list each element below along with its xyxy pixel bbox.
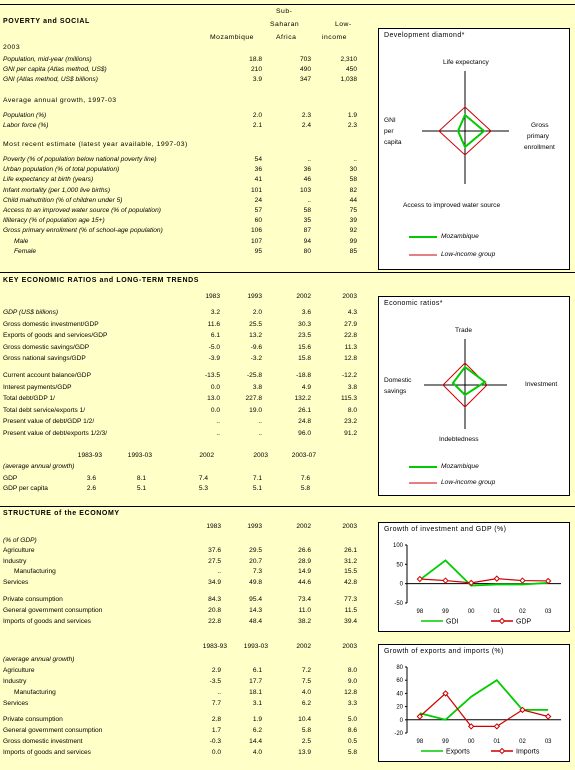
structure2-cell: 22.8 <box>208 618 221 625</box>
ratios-cell: 13.2 <box>249 332 262 339</box>
poverty-title: POVERTY and SOCIAL <box>3 18 90 25</box>
recent-cell: 82 <box>349 186 357 194</box>
recent-row-label: Infant mortality (per 1,000 live births) <box>3 186 111 194</box>
growth-year-header: 1983-93 <box>77 452 102 459</box>
sgrowth-row-label: Services <box>3 700 29 707</box>
ratios-cell: 3.6 <box>301 309 311 316</box>
structure-cell: 34.9 <box>208 578 221 586</box>
ratios2-cell: 19.0 <box>249 406 262 414</box>
recent-cell: 44 <box>349 196 357 204</box>
structure-cell: 49.8 <box>249 578 262 586</box>
recent-cell: 101 <box>250 186 262 194</box>
sgrowth2-cell: 5.8 <box>347 749 357 756</box>
structure-cell: 31.2 <box>344 557 357 565</box>
ratios2-cell: 132.2 <box>294 395 311 402</box>
diamond-right-c: enrollment <box>524 144 555 151</box>
sgrowth2-row-label: Private consumption <box>3 716 63 723</box>
gdp-growth-cell: 7.6 <box>300 475 310 482</box>
poverty-row-label: Population, mid-year (millions) <box>3 56 92 63</box>
ratios2-cell: 3.8 <box>347 383 357 391</box>
ratios-year-header: 1993 <box>247 293 262 300</box>
ratios-left-b: savings <box>384 388 407 395</box>
recent-cell: 107 <box>250 237 262 245</box>
structure-growth-year: 1983-93 <box>202 643 227 650</box>
recent-row-label: Poverty (% of population below national poverty line) <box>3 156 157 163</box>
ratios2-cell: 8.0 <box>347 406 357 414</box>
growth-subtitle: Average annual growth, 1997-03 <box>3 97 117 104</box>
ratios-row-label: Gross national savings/GDP <box>3 355 86 362</box>
structure2-cell: 95.4 <box>249 596 262 603</box>
exports-imports-chart-panel <box>378 644 570 762</box>
sgrowth-row-label: Agriculture <box>3 667 35 674</box>
y-tick-label: 0 <box>399 581 403 588</box>
structure2-cell: 84.3 <box>208 596 221 603</box>
x-tick-label: 01 <box>493 609 501 615</box>
y-tick-label: 50 <box>396 562 403 569</box>
poverty-row-label: GNI per capita (Atlas method, US$) <box>3 66 107 73</box>
poverty-cell: 18.8 <box>249 56 262 63</box>
investment-gdp-chart <box>379 523 569 631</box>
sgrowth2-cell: 4.0 <box>252 749 262 756</box>
y-tick-label: 0 <box>399 717 403 724</box>
growth-year-header: 2002 <box>199 452 214 459</box>
recent-row-label: Illiteracy (% of population age 15+) <box>3 217 105 225</box>
growth-cell: 2.4 <box>301 122 311 129</box>
poverty-cell: 450 <box>345 66 357 73</box>
recent-cell: 94 <box>303 237 311 245</box>
recent-cell: .. <box>353 156 357 163</box>
legend-label: Exports <box>446 748 470 756</box>
y-tick-label: 100 <box>392 543 403 549</box>
growth-year-header: 2003-07 <box>291 452 316 459</box>
y-tick-label: -20 <box>394 731 403 737</box>
recent-cell: 54 <box>254 156 262 163</box>
sgrowth2-row-label: Gross domestic investment <box>3 738 83 745</box>
diamond-bottom-label: Access to improved water source <box>403 202 501 209</box>
x-tick-label: 01 <box>493 739 501 745</box>
gdp-growth-cell: 7.4 <box>198 475 208 482</box>
x-tick-label: 03 <box>544 739 552 745</box>
growth-cell: 2.1 <box>252 122 262 129</box>
recent-row-label: Urban population (% of total population) <box>3 166 120 174</box>
structure-cell: 37.6 <box>208 547 221 554</box>
structure-year-header: 2002 <box>296 523 311 530</box>
sgrowth-cell: .. <box>217 689 221 696</box>
legend-mozambique-2: Mozambique <box>441 463 479 470</box>
year-2003: 2003 <box>3 44 21 51</box>
ratios-left-a: Domestic <box>384 377 412 384</box>
y-tick-label: 60 <box>396 678 403 685</box>
ratios2-cell: 91.2 <box>344 429 357 437</box>
series-line-GDP <box>420 579 548 583</box>
ratios-cell: 30.3 <box>298 320 311 328</box>
col-ssa-3: Africa <box>276 34 297 41</box>
ratios2-cell: .. <box>258 418 262 425</box>
ratios2-cell: 227.8 <box>245 395 262 402</box>
ratios-cell: 4.3 <box>347 309 357 316</box>
structure-title: STRUCTURE of the ECONOMY <box>3 510 120 517</box>
ratios-cell: -9.6 <box>250 343 262 351</box>
sgrowth2-cell: 5.0 <box>347 716 357 723</box>
ratios2-cell: 115.3 <box>340 395 357 402</box>
y-tick-label: 40 <box>396 691 403 698</box>
legend-marker <box>500 619 505 624</box>
recent-cell: 87 <box>303 227 311 235</box>
avg-growth-label: (average annual growth) <box>3 463 75 470</box>
structure2-cell: 73.4 <box>298 596 311 603</box>
ratios2-row-label: Total debt/GDP 1/ <box>3 395 55 402</box>
diamond-left-c: capita <box>384 139 402 146</box>
ratios2-cell: .. <box>216 418 220 425</box>
chart1-title: Growth of investment and GDP (%) <box>384 526 507 533</box>
structure-cell: 29.5 <box>249 547 262 554</box>
recent-cell: 36 <box>303 166 311 174</box>
x-tick-label: 03 <box>544 609 552 615</box>
recent-cell: 24 <box>254 196 262 204</box>
x-tick-label: 99 <box>442 609 449 615</box>
sgrowth2-cell: 2.8 <box>211 716 221 723</box>
structure2-cell: 20.8 <box>208 607 221 614</box>
ratios-year-header: 1983 <box>205 293 220 300</box>
structure-growth-year: 2002 <box>296 643 311 650</box>
x-tick-label: 00 <box>467 609 475 615</box>
gdp-growth-cell: 7.1 <box>252 475 262 482</box>
recent-cell: 95 <box>254 247 262 255</box>
gdp-growth-cell: 5.1 <box>252 485 262 492</box>
ratios-row-label: Gross domestic savings/GDP <box>3 343 90 351</box>
legend-mozambique: Mozambique <box>441 233 479 240</box>
ratios-cell: 25.5 <box>249 320 262 328</box>
sgrowth-cell: 17.7 <box>249 678 262 685</box>
ratios-cell: 12.8 <box>344 355 357 362</box>
structure2-cell: 39.4 <box>344 618 357 625</box>
legend-label: Imports <box>516 748 540 756</box>
gdp-growth-row-label: GDP per capita <box>3 485 48 492</box>
structure-row-label: Industry <box>3 557 27 565</box>
mozambique-diamond-2 <box>453 367 485 395</box>
growth-row-label: Labor force (%) <box>3 122 49 129</box>
recent-cell: 103 <box>299 186 311 194</box>
sgrowth-cell: 4.0 <box>301 689 311 696</box>
y-tick-label: 20 <box>396 704 403 711</box>
x-tick-label: 02 <box>519 609 526 615</box>
structure-growth-year: 2003 <box>342 643 357 650</box>
ratios2-cell: 4.9 <box>301 383 311 391</box>
poverty-row-label: GNI (Atlas method, US$ billions) <box>3 76 98 83</box>
diamond-right-a: Gross <box>531 122 549 129</box>
recent-cell: 60 <box>254 217 262 225</box>
gdp-growth-cell: 5.8 <box>300 485 310 492</box>
ratios2-row-label: Present value of debt/GDP 1/2/ <box>3 418 95 425</box>
development-diamond-title: Development diamond* <box>384 32 465 39</box>
ratios-cell: 2.0 <box>252 309 262 316</box>
sgrowth2-cell: 0.0 <box>211 749 221 756</box>
legend-lowincome-2: Low-income group <box>441 479 496 486</box>
recent-cell: 35 <box>303 217 311 225</box>
investment-gdp-chart-panel <box>378 522 570 632</box>
sgrowth2-cell: 0.5 <box>347 738 357 745</box>
structure-cell: 20.7 <box>249 557 262 565</box>
recent-cell: 85 <box>349 247 357 255</box>
share-gdp-label: (% of GDP) <box>3 537 37 544</box>
poverty-cell: 1,038 <box>340 76 357 83</box>
col-low-2: income <box>322 34 347 41</box>
diamond-right-b: primary <box>527 133 549 140</box>
ratios2-cell: 96.0 <box>298 429 311 437</box>
poverty-cell: 347 <box>299 76 311 83</box>
economic-ratios-title: Economic ratios* <box>384 300 443 307</box>
ratios-cell: 15.6 <box>298 343 311 351</box>
series-point <box>494 576 499 581</box>
sgrowth-cell: 6.1 <box>252 667 262 674</box>
col-ssa-1: Sub- <box>276 8 293 15</box>
ratios-cell: 22.8 <box>344 332 357 339</box>
gdp-growth-cell: 2.6 <box>86 485 96 492</box>
recent-row-label: Male <box>14 237 29 245</box>
ratios2-cell: -13.5 <box>204 372 220 379</box>
legend-label: GDP <box>516 618 532 626</box>
y-tick-label: -50 <box>394 601 403 607</box>
x-tick-label: 98 <box>416 739 424 745</box>
series-line-Exports <box>420 680 548 720</box>
sgrowth2-row-label: General government consumption <box>3 727 103 734</box>
recent-cell: 39 <box>349 217 357 225</box>
ratios-bottom-label: Indebtedness <box>439 436 479 443</box>
ratios-top-label: Trade <box>455 327 472 334</box>
recent-cell: 75 <box>349 207 357 214</box>
ratios-cell: 3.2 <box>210 309 220 316</box>
growth-year-header: 1993-03 <box>127 452 152 459</box>
sgrowth2-cell: 2.5 <box>301 738 311 745</box>
structure2-cell: 38.2 <box>298 618 311 625</box>
ratios2-row-label: Present value of debt/exports 1/2/3/ <box>3 429 108 437</box>
sgrowth-cell: 7.2 <box>301 667 311 674</box>
ratios2-cell: 24.8 <box>298 418 311 425</box>
ratios2-cell: 26.1 <box>298 406 311 414</box>
ratios-cell: -5.0 <box>208 343 220 351</box>
recent-row-label: Female <box>14 247 36 255</box>
recent-subtitle: Most recent estimate (latest year available, 1997-03) <box>3 141 188 148</box>
poverty-cell: 703 <box>299 56 311 63</box>
ratios-cell: -3.9 <box>208 355 220 362</box>
sgrowth2-cell: 1.7 <box>211 727 221 734</box>
recent-cell: 80 <box>303 247 311 255</box>
ratios2-cell: 0.0 <box>210 383 220 391</box>
growth-cell: 2.0 <box>252 112 262 119</box>
ratios-row-label: Gross domestic investment/GDP <box>3 320 99 328</box>
growth-cell: 2.3 <box>347 122 357 129</box>
structure-cell: 15.5 <box>344 568 357 575</box>
legend-lowincome: Low-income group <box>441 251 496 258</box>
structure-cell: .. <box>217 568 221 575</box>
ratios-cell: -3.2 <box>250 355 262 362</box>
structure2-row-label: Imports of goods and services <box>3 618 91 625</box>
structure-growth-label: (average annual growth) <box>3 656 75 663</box>
ratios-cell: 23.5 <box>298 332 311 339</box>
ratios-cell: 15.8 <box>298 355 311 362</box>
series-point <box>443 578 448 583</box>
sgrowth-cell: 12.8 <box>344 689 357 696</box>
growth-cell: 2.3 <box>301 112 311 119</box>
growth-cell: 1.9 <box>347 112 357 119</box>
ratios2-cell: 3.8 <box>252 383 262 391</box>
col-mozambique: Mozambique <box>210 34 254 41</box>
structure-cell: 14.9 <box>298 568 311 575</box>
legend-marker <box>500 749 505 754</box>
recent-cell: 58 <box>349 176 357 184</box>
structure-cell: 26.6 <box>298 547 311 554</box>
structure2-row-label: Private consumption <box>3 596 63 603</box>
ratios2-cell: 23.2 <box>344 418 357 425</box>
poverty-cell: 490 <box>299 66 311 73</box>
ratios-cell: 27.9 <box>344 320 357 328</box>
structure-year-header: 2003 <box>342 523 357 530</box>
sgrowth-row-label: Manufacturing <box>14 689 56 696</box>
structure-row-label: Agriculture <box>3 547 35 554</box>
ratios2-row-label: Total debt service/exports 1/ <box>3 406 86 414</box>
sgrowth2-cell: 8.6 <box>347 727 357 734</box>
sgrowth2-cell: -0.3 <box>209 738 221 745</box>
ratios-cell: 11.6 <box>207 320 220 328</box>
recent-cell: 58 <box>303 207 311 214</box>
recent-cell: .. <box>307 156 311 163</box>
x-tick-label: 99 <box>442 739 449 745</box>
recent-cell: .. <box>307 196 311 204</box>
ratios2-cell: -12.2 <box>341 372 357 379</box>
ratios2-cell: .. <box>258 429 262 437</box>
recent-cell: 57 <box>254 207 262 214</box>
ratios2-cell: .. <box>216 429 220 437</box>
poverty-cell: 210 <box>250 66 262 73</box>
structure-cell: 26.1 <box>344 547 357 554</box>
structure2-cell: 11.5 <box>344 607 357 614</box>
sgrowth-cell: 18.1 <box>249 689 262 696</box>
sgrowth2-cell: 14.4 <box>249 738 262 745</box>
x-tick-label: 98 <box>416 609 424 615</box>
structure2-cell: 11.0 <box>298 607 311 614</box>
ratios-right-label: Investment <box>525 381 558 388</box>
structure2-cell: 77.3 <box>344 596 357 603</box>
ratios2-cell: 0.0 <box>210 406 220 414</box>
col-ssa-2: Saharan <box>270 21 300 28</box>
recent-row-label: Child malnutrition (% of children under 5) <box>3 196 123 204</box>
development-diamond-panel <box>378 28 570 270</box>
ratios-title: KEY ECONOMIC RATIOS and LONG-TERM TRENDS <box>3 277 200 284</box>
sgrowth-cell: 2.9 <box>211 667 221 674</box>
growth-year-header: 2003 <box>253 452 268 459</box>
poverty-cell: 3.9 <box>252 76 262 83</box>
ratios-cell: 11.3 <box>344 343 357 351</box>
ratios-row-label: Exports of goods and services/GDP <box>3 332 108 339</box>
sgrowth-row-label: Industry <box>3 678 27 685</box>
recent-row-label: Gross primary enrollment (% of school-age population) <box>3 227 163 235</box>
sgrowth-cell: -3.5 <box>209 678 221 685</box>
structure2-cell: 48.4 <box>249 618 262 625</box>
diamond-top-label: Life expectancy <box>443 59 489 66</box>
ratios2-cell: 13.0 <box>207 395 220 402</box>
sgrowth-cell: 7.7 <box>211 700 221 707</box>
sgrowth-cell: 3.1 <box>252 700 262 707</box>
sgrowth2-cell: 5.8 <box>301 727 311 734</box>
exports-imports-chart <box>379 645 569 761</box>
sgrowth2-row-label: Imports of goods and services <box>3 749 91 756</box>
sgrowth-cell: 9.0 <box>347 678 357 685</box>
col-low-1: Low- <box>335 21 352 28</box>
recent-cell: 30 <box>349 166 357 174</box>
recent-cell: 99 <box>349 237 357 245</box>
sgrowth-cell: 8.0 <box>347 667 357 674</box>
gdp-growth-row-label: GDP <box>3 475 18 482</box>
x-tick-label: 00 <box>467 739 475 745</box>
structure-cell: 27.5 <box>208 557 221 565</box>
recent-cell: 41 <box>254 176 262 184</box>
sgrowth2-cell: 6.2 <box>252 727 262 734</box>
ratios-row-label: GDP (US$ billions) <box>3 309 59 316</box>
diamond-left-b: per <box>384 128 394 135</box>
x-tick-label: 02 <box>519 739 526 745</box>
sgrowth2-cell: 1.9 <box>252 716 262 723</box>
sgrowth2-cell: 13.9 <box>298 749 311 756</box>
ratios2-cell: -25.8 <box>246 372 262 379</box>
legend-label: GDI <box>446 618 459 626</box>
sgrowth-cell: 7.5 <box>301 678 311 685</box>
recent-cell: 36 <box>254 166 262 174</box>
poverty-cell: 2,310 <box>340 56 357 63</box>
series-point <box>520 578 525 583</box>
structure-year-header: 1993 <box>247 523 262 530</box>
recent-cell: 46 <box>303 176 311 184</box>
gdp-growth-cell: 5.3 <box>198 485 208 492</box>
structure2-row-label: General government consumption <box>3 607 103 614</box>
structure-row-label: Services <box>3 578 29 586</box>
ratios-cell: 6.1 <box>210 332 220 339</box>
structure-growth-year: 1993-03 <box>243 643 268 650</box>
economic-ratios-panel <box>378 296 570 496</box>
diamond-left-a: GNI <box>384 117 396 124</box>
sgrowth2-cell: 10.4 <box>298 716 311 723</box>
ratios-year-header: 2002 <box>296 293 311 300</box>
structure-year-header: 1983 <box>206 523 221 530</box>
recent-row-label: Access to an improved water source (% of population) <box>3 207 161 214</box>
series-point <box>546 714 551 719</box>
recent-cell: 106 <box>250 227 262 235</box>
chart2-title: Growth of exports and imports (%) <box>384 648 504 655</box>
structure2-cell: 14.3 <box>249 607 262 614</box>
ratios2-cell: -18.8 <box>295 372 311 379</box>
structure-cell: 28.9 <box>298 557 311 565</box>
gdp-growth-cell: 5.1 <box>136 485 146 492</box>
structure-cell: 42.8 <box>344 578 357 586</box>
recent-row-label: Life expectancy at birth (years) <box>3 176 94 184</box>
series-point <box>417 577 422 582</box>
gdp-growth-cell: 3.6 <box>86 475 96 482</box>
ratios2-row-label: Current account balance/GDP <box>3 372 91 379</box>
ratios-year-header: 2003 <box>342 293 357 300</box>
y-tick-label: 80 <box>396 665 403 671</box>
structure-cell: 7.3 <box>252 568 262 575</box>
sgrowth-cell: 6.2 <box>301 700 311 707</box>
series-line-GDI <box>420 560 548 585</box>
sgrowth-cell: 3.3 <box>347 700 357 707</box>
recent-cell: 92 <box>349 227 357 235</box>
growth-row-label: Population (%) <box>3 112 47 119</box>
ratios2-row-label: Interest payments/GDP <box>3 383 72 391</box>
gdp-growth-cell: 8.1 <box>136 475 146 482</box>
structure-row-label: Manufacturing <box>14 568 56 575</box>
structure-cell: 44.6 <box>298 578 311 586</box>
